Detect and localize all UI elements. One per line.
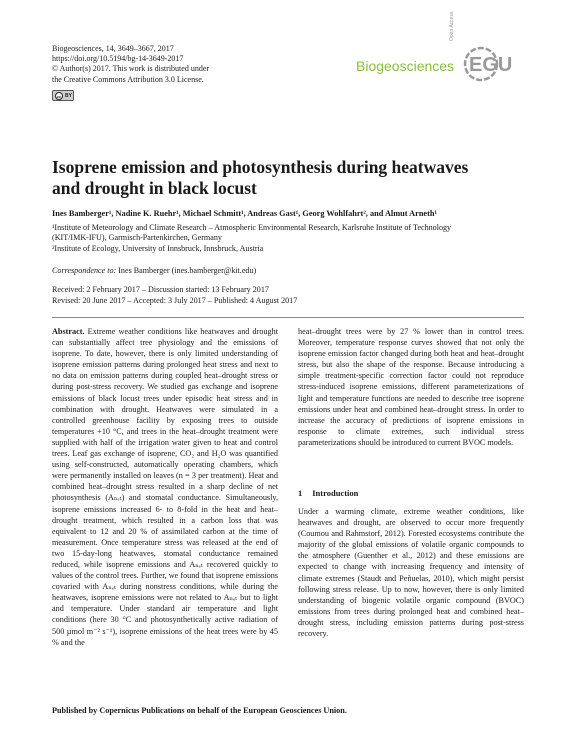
license-line: the Creative Commons Attribution 3.0 License. <box>52 74 204 84</box>
abstract-text: Extreme weather conditions like heatwaves and drought can substantially affect tree physiology and the emissions of isoprene. To date, however, there is only limited understanding of isoprene emission patterns during prolonged heat stress and next to no data on emission patterns during coupled heat–drought stress or during post-stress recovery. We studied gas exchange and isoprene emissions of black locust trees under episodic heat stress and in combination with drought. Heatwaves were simulated in a controlled greenhouse facility by exposing trees to outside temperatures +10 °C, and trees in the heat–drought treatment were supplied with half of the irrigation water given to heat and control trees. Leaf gas exchange of isoprene, CO₂ and H₂O was quantified using self-constructed, automatically operating chambers, which were permanently installed on leaves (n = 3 per treatment). Heat and combined heat–drought stress resulted in a sharp decline of net photosynthesis (Aₙₑₜ) and stomatal conductance. Simultaneously, isoprene emissions increased 6- to 8-fold in the heat and heat–drought treatment, which resulted in a carbon loss that was equivalent to 12 and 20 % of assimilated carbon at the time of measurement. Once temperature stress was released at the end of two 15-day-long heatwaves, stomatal conductance remained reduced, while isoprene emissions and Aₙₑₜ recovered quickly to values of the control trees. Further, we found that isoprene emissions covaried with Aₙₑₜ during nonstress conditions, while during the heatwaves, isoprene emissions were not related to Aₙₑₜ but to light and temperature. Under standard air temperature and light conditions (here 30 °C and photosynthetically active radiation of 500 µmol m⁻² s⁻¹), isoprene emissions of the heat trees were by 45 % and the <box>52 327 278 647</box>
affiliations <box>52 223 451 254</box>
title-line-1: Isoprene emission and photosynthesis during heatwaves <box>52 157 469 177</box>
paper-title <box>52 157 469 199</box>
section-number: 1 <box>298 488 303 498</box>
egu-logo-text: EGU <box>469 54 513 76</box>
article-metadata <box>52 44 209 85</box>
copyright-line: © Author(s) 2017. This work is distributed under <box>52 64 210 74</box>
abstract-continuation-text: heat–drought trees were by 27 % lower than in control trees. Moreover, temperature response curves showed that not only the isoprene emission factor changed during both heat and heat–drought stress, but also the shape of the response. Because introducing a simple treatment-specific correction factor could not reproduce stress-induced isoprene emissions, different parameterizations of light and temperature functions are needed to describe tree isoprene emissions under heat and combined heat–drought stress. In order to increase the accuracy of predictions of isoprene emissions in response to climate extremes, such individual stress parameterizations should be introduced to current BVOC models. <box>298 327 524 447</box>
abstract-continuation <box>298 326 524 448</box>
cc-by-badge[interactable] <box>52 90 74 101</box>
affiliation-1a: ¹Institute of Meteorology and Climate Research – Atmospheric Environmental Research, Karlsruhe Institute of Technology <box>52 223 452 232</box>
abstract-label: Abstract. <box>52 327 85 336</box>
dates-line-2: Revised: 20 June 2017 – Accepted: 3 July 2017 – Published: 4 August 2017 <box>52 296 298 305</box>
cc-icon: cc <box>56 93 62 99</box>
affiliation-2: ²Institute of Ecology, University of Innsbruck, Innsbruck, Austria <box>52 243 264 253</box>
title-line-2: and drought in black locust <box>52 178 257 198</box>
doi-link[interactable]: https://doi.org/10.5194/bg-14-3649-2017 <box>52 54 184 64</box>
journal-name: Biogeosciences <box>356 58 455 74</box>
abstract <box>52 326 278 648</box>
correspondence <box>52 266 256 275</box>
egu-logo <box>461 44 523 84</box>
introduction-body <box>298 506 524 639</box>
introduction-text: Under a warming climate, extreme weather conditions, like heatwaves and drought, are observed to occur more frequently (Coumou and Rahmstorf, 2012). Forested ecosystems contribute the majority of the global emissions of volatile organic compounds to the atmosphere (Guenther et al., 2012) and these emissions are expected to change with increasing frequency and intensity of climate extremes (Staudt and Peñuelas, 2010), which might persist following stress release. Up to now, however, there is only limited understanding of biogenic volatile organic compound (BVOC) emissions from trees during prolonged heat and combined heat–drought stress, including emission patterns during post-stress recovery. <box>298 507 524 639</box>
publication-dates <box>52 284 297 306</box>
affiliation-1b: (KIT/IMK-IFU), Garmisch-Partenkirchen, Germany <box>52 233 222 243</box>
by-label: BY <box>65 92 72 99</box>
section-heading <box>298 488 358 498</box>
publisher-footer: Published by Copernicus Publications on behalf of the European Geosciences Union. <box>52 706 347 715</box>
citation: Biogeosciences, 14, 3649–3667, 2017 <box>52 44 174 53</box>
author-list: Ines Bamberger¹, Nadine K. Ruehr¹, Michael Schmitt¹, Andreas Gast¹, Georg Wohlfahrt², and Almut Arneth¹ <box>52 209 437 218</box>
section-title: Introduction <box>312 488 359 498</box>
dates-line-1: Received: 2 February 2017 – Discussion started: 13 February 2017 <box>52 285 269 294</box>
header-divider <box>52 317 524 318</box>
correspondence-label: Correspondence to: <box>52 266 117 275</box>
correspondence-text[interactable]: Ines Bamberger (ines.bamberger@kit.edu) <box>116 266 257 275</box>
open-access-label: Open Access <box>449 11 455 41</box>
